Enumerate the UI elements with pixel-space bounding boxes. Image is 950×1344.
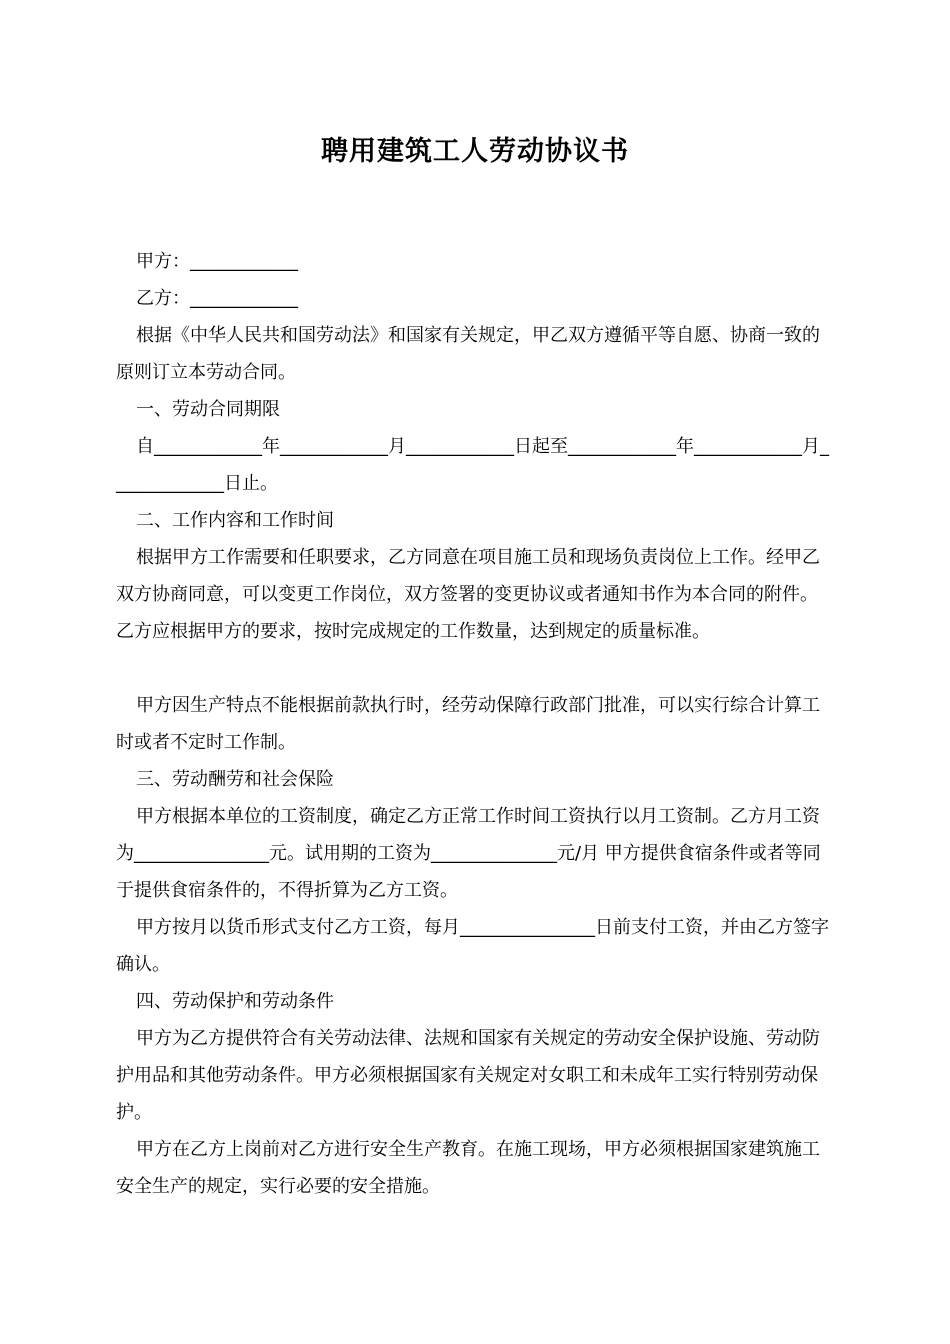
section-heading-term: 一、劳动合同期限 bbox=[136, 399, 280, 420]
work-content-paragraph: 根据甲方工作需要和任职要求，乙方同意在项目施工员和现场负责岗位上工作。经甲乙双方协商同意，可以变更工作岗位，双方签署的变更协议或者通知书作为本合同的附件。 乙方应根据甲方的要求，按时完成规定的工作数量，达到规定的质量标准。 bbox=[116, 547, 824, 642]
payment-paragraph: 甲方按月以货币形式支付乙方工资，每月_______________日前支付工资，并由乙方签字确认。 bbox=[116, 917, 829, 975]
work-hours-paragraph: 甲方因生产特点不能根据前款执行时，经劳动保障行政部门批准，可以实行综合计算工时或者不定时工作制。 bbox=[116, 695, 820, 753]
section-heading-pay: 三、劳动酬劳和社会保险 bbox=[136, 769, 334, 790]
preamble-paragraph: 根据《中华人民共和国劳动法》和国家有关规定，甲乙双方遵循平等自愿、协商一致的原则订立本劳动合同。 bbox=[116, 325, 820, 383]
document-body bbox=[116, 243, 836, 1205]
term-dates-paragraph: 自____________年____________月____________日起至____________年____________月_____________日止。 bbox=[116, 436, 829, 494]
party-b-line: 乙方：____________ bbox=[136, 288, 298, 309]
salary-paragraph: 甲方根据本单位的工资制度，确定乙方正常工作时间工资执行以月工资制。乙方月工资为_______________元。试用期的工资为______________元/月 甲方提供食宿条件或者等同于提供食宿条件的，不得折算为乙方工资。 bbox=[116, 806, 821, 901]
party-a-line: 甲方：____________ bbox=[136, 251, 298, 272]
document-title: 聘用建筑工人劳动协议书 bbox=[321, 136, 629, 167]
paragraph-spacer bbox=[116, 650, 836, 687]
section-heading-protection: 四、劳动保护和劳动条件 bbox=[136, 991, 334, 1012]
section-heading-work: 二、工作内容和工作时间 bbox=[136, 510, 334, 531]
protection-paragraph: 甲方为乙方提供符合有关劳动法律、法规和国家有关规定的劳动安全保护设施、劳动防护用品和其他劳动条件。甲方必须根据国家有关规定对女职工和未成年工实行特别劳动保护。 bbox=[116, 1028, 820, 1123]
safety-paragraph: 甲方在乙方上岗前对乙方进行安全生产教育。在施工现场，甲方必须根据国家建筑施工安全生产的规定，实行必要的安全措施。 bbox=[116, 1139, 820, 1197]
